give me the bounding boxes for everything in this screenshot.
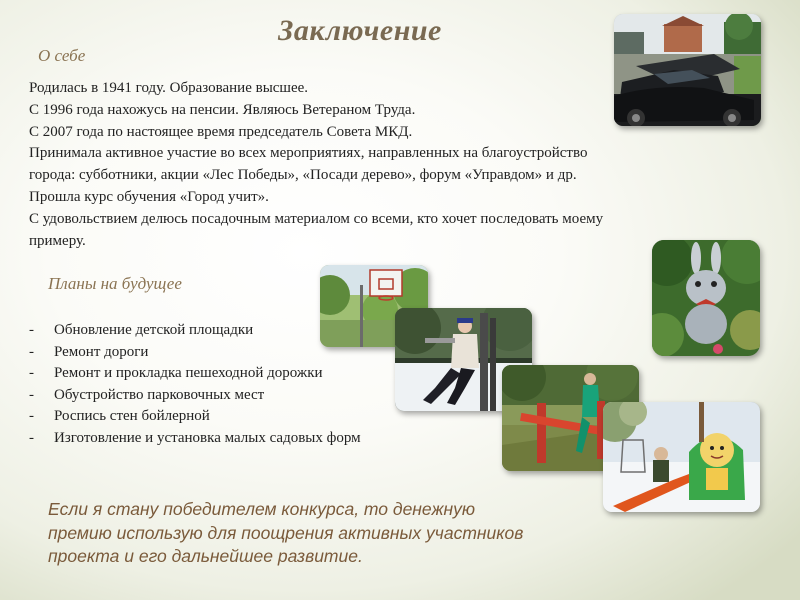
about-heading: О себе	[38, 46, 86, 65]
plan-item	[29, 428, 361, 450]
plan-item	[29, 320, 361, 342]
plan-item-text: Ремонт и прокладка пешеходной дорожки	[54, 365, 323, 382]
about-line: С удовольствием делюсь посадочным материалом со всеми, кто хочет последовать моему	[29, 210, 604, 227]
plans-heading: Планы на будущее	[48, 274, 182, 293]
bullet-dash: -	[29, 408, 34, 425]
about-line: примеру.	[29, 232, 86, 249]
plan-item	[29, 363, 361, 385]
plan-item-text: Роспись стен бойлерной	[54, 408, 210, 425]
bullet-dash: -	[29, 386, 34, 403]
about-line: С 1996 года нахожусь на пенсии. Являюсь Ветераном Труда.	[29, 101, 416, 118]
plan-item	[29, 406, 361, 428]
about-line: Родилась в 1941 году. Образование высшее.	[29, 80, 309, 96]
plan-item-text: Ремонт дороги	[54, 343, 149, 360]
about-line: Принимала активное участие во всех мероприятиях, направленных на благоустройство	[29, 145, 588, 162]
garden-bunny-photo	[652, 240, 760, 356]
plan-item	[29, 342, 361, 364]
plan-item	[29, 385, 361, 407]
closing-statement	[48, 498, 608, 569]
parking-lot-photo	[614, 14, 761, 126]
about-line: Прошла курс обучения «Город учит».	[29, 188, 269, 205]
plan-item-text: Обустройство парковочных мест	[54, 386, 265, 403]
playground-slide-photo	[603, 402, 760, 512]
slide-title: Заключение	[278, 14, 442, 47]
bullet-dash: -	[29, 429, 34, 446]
closing-line: премию использую для поощрения активных участников	[48, 522, 524, 543]
closing-line: проекта и его дальнейшее развитие.	[48, 546, 363, 566]
closing-line: Если я стану победителем конкурса, то денежную	[48, 499, 476, 519]
bullet-dash: -	[29, 322, 34, 338]
plan-item-text: Обновление детской площадки	[54, 322, 254, 338]
bullet-dash: -	[29, 365, 34, 382]
plans-list	[29, 320, 361, 450]
plan-item-text: Изготовление и установка малых садовых форм	[54, 429, 361, 446]
bullet-dash: -	[29, 343, 34, 360]
about-line: С 2007 года по настоящее время председатель Совета МКД.	[29, 123, 413, 140]
about-line: города: субботники, акции «Лес Победы», «Посади дерево», форум «Управдом» и др.	[29, 167, 577, 184]
